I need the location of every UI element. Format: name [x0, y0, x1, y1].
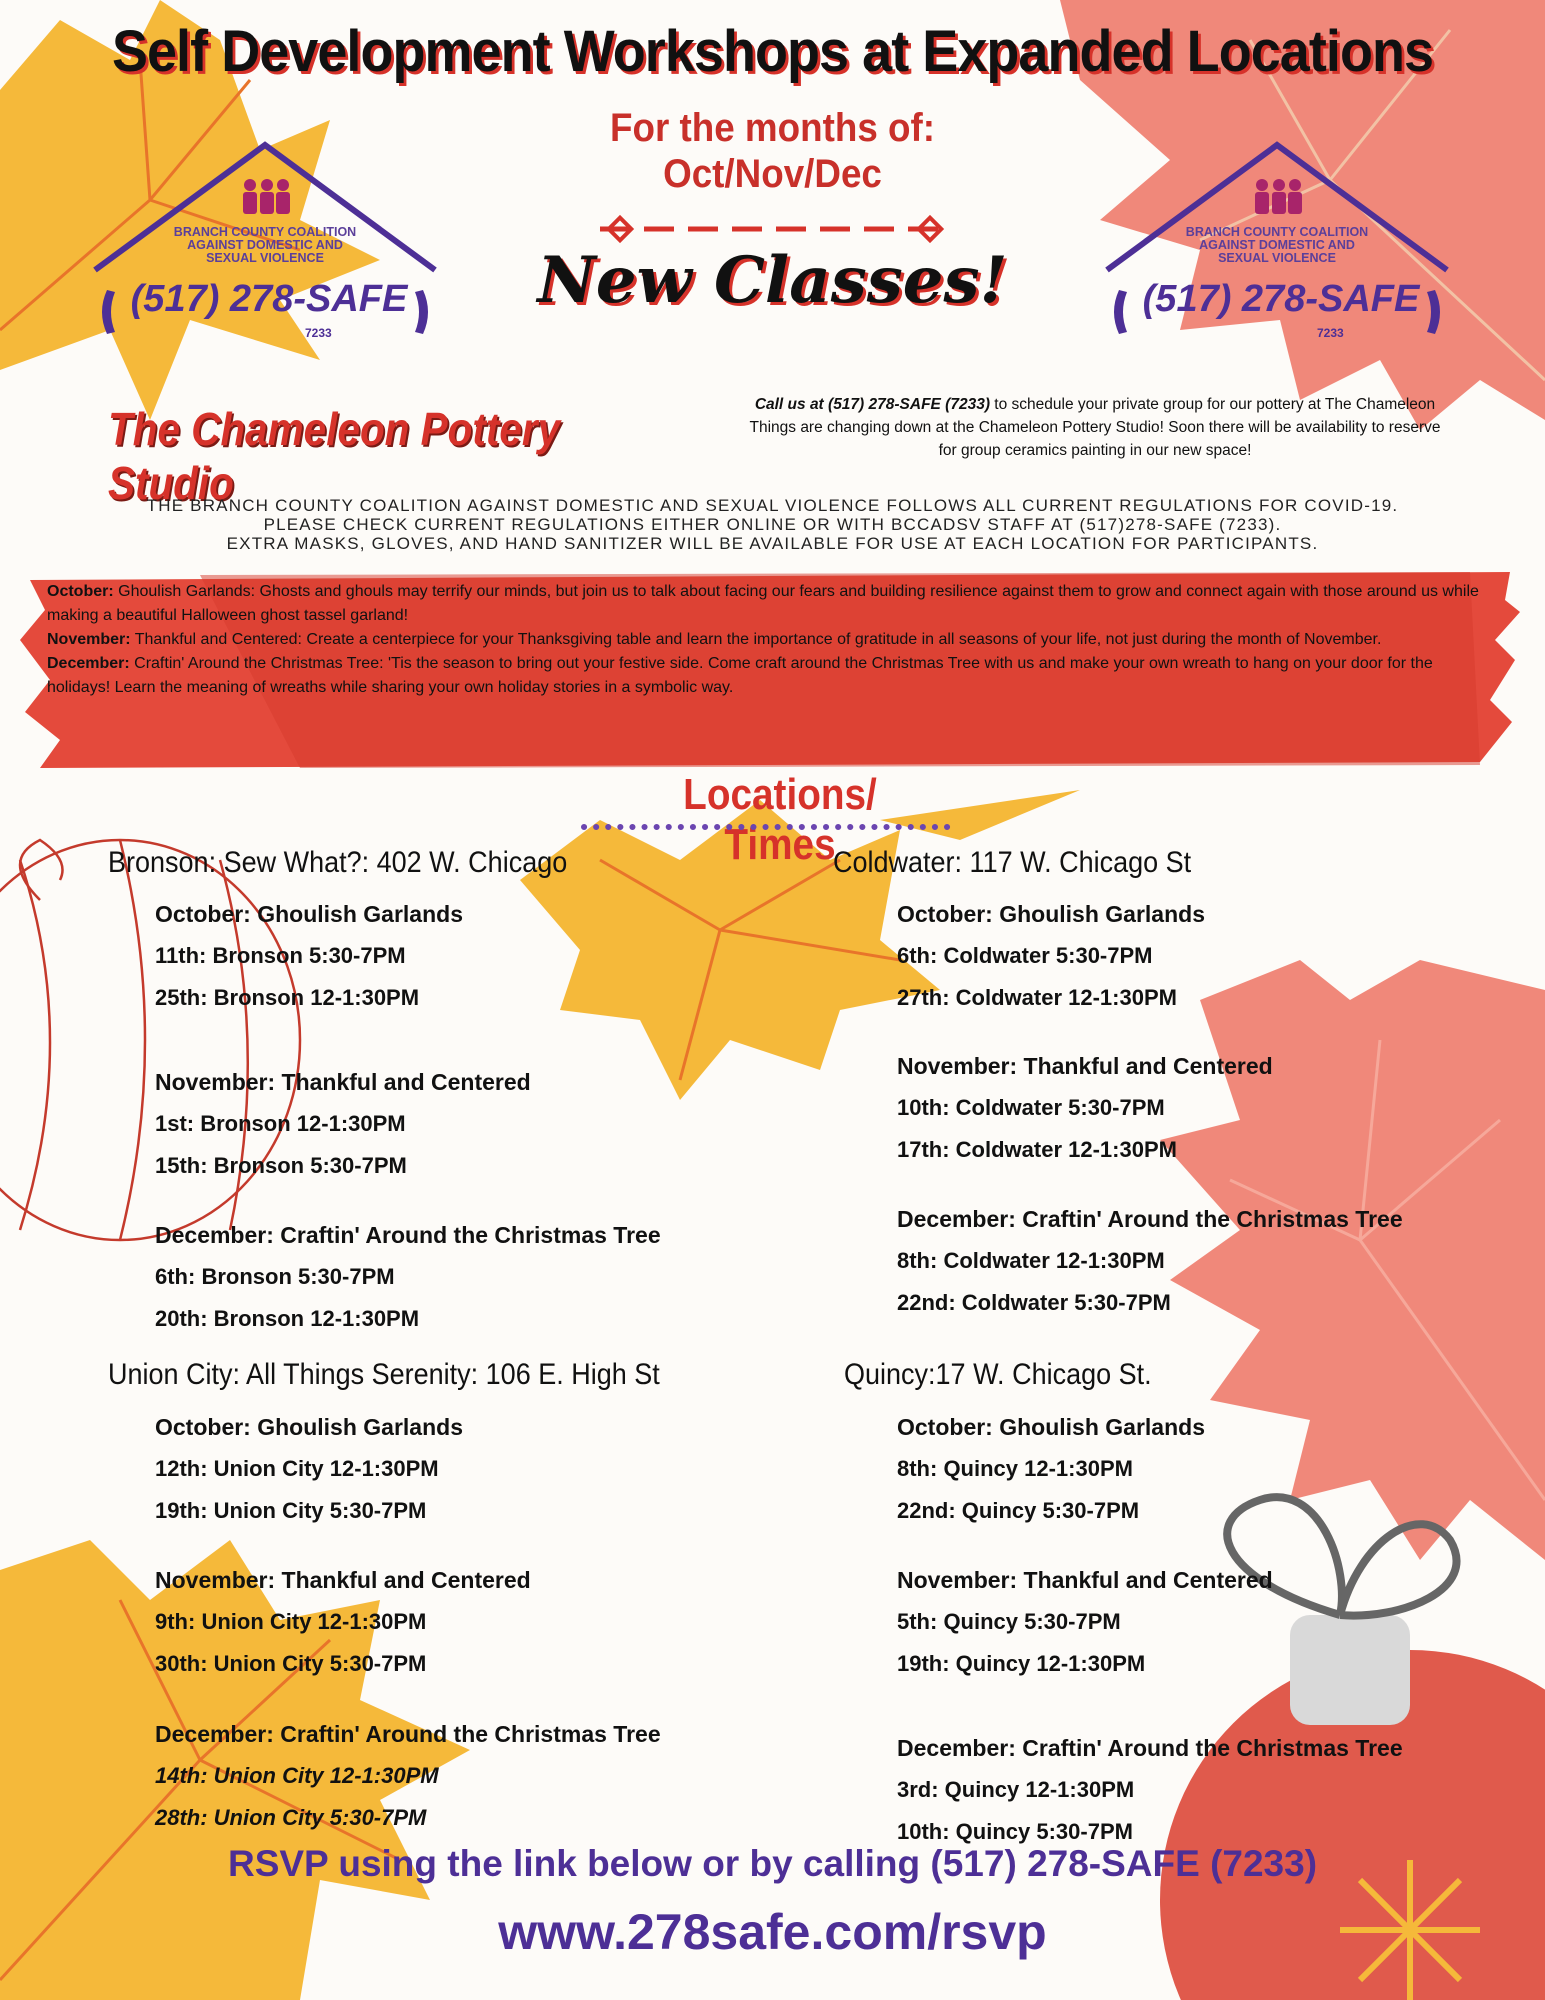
- coldwater-dec-session-1: 8th: Coldwater 12-1:30PM: [897, 1248, 1165, 1273]
- logo-org-name: BRANCH COUNTY COALITION AGAINST DOMESTIC AND SEXUAL VIOLENCE: [1185, 225, 1369, 265]
- union-nov-session-1: 9th: Union City 12-1:30PM: [155, 1609, 427, 1634]
- union-october-heading: October: Ghoulish Garlands: [155, 1414, 463, 1440]
- november-description: November: Thankful and Centered: Create a centerpiece for your Thanksgiving table and learn the importance of gratitude in all seasons of your life, not just during the month of November.: [47, 631, 1382, 648]
- quincy-dec-session-1: 3rd: Quincy 12-1:30PM: [897, 1777, 1135, 1802]
- bronson-november-heading: November: Thankful and Centered: [155, 1069, 531, 1095]
- coldwater-december-heading: December: Craftin' Around the Christmas Tree: [897, 1206, 1403, 1232]
- coldwater-oct-session-2: 27th: Coldwater 12-1:30PM: [897, 985, 1177, 1010]
- union-december-heading: December: Craftin' Around the Christmas Tree: [155, 1721, 661, 1747]
- rsvp-link[interactable]: www.278safe.com/rsvp: [498, 1904, 1047, 1960]
- quincy-december-heading: December: Craftin' Around the Christmas Tree: [897, 1735, 1403, 1761]
- location-quincy: Quincy:17 W. Chicago St.: [844, 1358, 1152, 1391]
- months-block: [540, 105, 1005, 197]
- locations-heading: Locations/ Times: [683, 770, 877, 869]
- logo-phone-digits: 7233: [1317, 326, 1344, 340]
- coldwater-november-heading: November: Thankful and Centered: [897, 1053, 1273, 1079]
- pottery-call-line: Call us at (517) 278-SAFE (7233): [754, 396, 990, 413]
- december-description: December: Craftin' Around the Christmas Tree: 'Tis the season to bring out your festive side. Come craft around the Christmas Tree with us and make your own wreath to hang on your door for the holidays! Learn the meaning of wreaths while sharing your own holiday stories in a symbolic way.: [47, 655, 1433, 696]
- dotted-divider: [580, 823, 960, 831]
- logo-phone-digits: 7233: [305, 326, 332, 340]
- logo-org-name: BRANCH COUNTY COALITION AGAINST DOMESTIC AND SEXUAL VIOLENCE: [173, 225, 357, 265]
- coalition-logo-left: [85, 140, 445, 370]
- pottery-studio-title: The Chameleon Pottery Studio: [108, 403, 561, 509]
- bronson-oct-session-1: 11th: Bronson 5:30-7PM: [155, 943, 406, 968]
- phone-handset-icon: [102, 290, 115, 334]
- coldwater-oct-session-1: 6th: Coldwater 5:30-7PM: [897, 943, 1153, 968]
- bronson-nov-session-2: 15th: Bronson 5:30-7PM: [155, 1153, 407, 1178]
- logo-phone: (517) 278-SAFE: [1142, 278, 1420, 320]
- phone-handset-icon: [1114, 290, 1127, 334]
- quincy-october-heading: October: Ghoulish Garlands: [897, 1414, 1205, 1440]
- covid-notice: THE BRANCH COUNTY COALITION AGAINST DOMESTIC AND SEXUAL VIOLENCE FOLLOWS ALL CURRENT REGULATIONS FOR COVID-19. PLEASE CHECK CURRENT REGULATIONS EITHER ONLINE OR WITH BCCADSV STAFF AT (517)278-SAFE (7233). EXTRA MASKS, GLOVES, AND HAND SANITIZER WILL BE AVAILABLE FOR USE AT EACH LOCATION FOR PARTICIPANTS.: [146, 496, 1399, 553]
- october-description: October: Ghoulish Garlands: Ghosts and ghouls may terrify our minds, but join us to talk about facing our fears and building resilience against them to grow and connect again with those around us while making a beautiful Halloween ghost tassel garland!: [47, 583, 1479, 624]
- coalition-logo-right: [1097, 140, 1457, 370]
- class-descriptions: [47, 580, 1497, 700]
- location-bronson: Bronson: Sew What?: 402 W. Chicago: [108, 846, 568, 879]
- coldwater-nov-session-1: 10th: Coldwater 5:30-7PM: [897, 1095, 1165, 1120]
- union-nov-session-2: 30th: Union City 5:30-7PM: [155, 1651, 427, 1676]
- union-dec-session-2: 28th: Union City 5:30-7PM: [155, 1805, 427, 1830]
- quincy-november-heading: November: Thankful and Centered: [897, 1567, 1273, 1593]
- location-coldwater: Coldwater: 117 W. Chicago St: [833, 846, 1192, 879]
- quincy-nov-session-2: 19th: Quincy 12-1:30PM: [897, 1651, 1146, 1676]
- union-oct-session-1: 12th: Union City 12-1:30PM: [155, 1456, 439, 1481]
- quincy-dec-session-2: 10th: Quincy 5:30-7PM: [897, 1819, 1133, 1844]
- pottery-note: Call us at (517) 278-SAFE (7233) to schedule your private group for our pottery at The Chameleon Things are changing down at the Chameleon Pottery Studio! Soon there will be availability to reserve for group ceramics painting in our new space!: [749, 396, 1441, 459]
- months-label: For the months of:: [609, 106, 936, 150]
- bronson-dec-session-2: 20th: Bronson 12-1:30PM: [155, 1306, 420, 1331]
- months-value: Oct/Nov/Dec: [663, 152, 882, 196]
- quincy-oct-session-2: 22nd: Quincy 5:30-7PM: [897, 1498, 1140, 1523]
- quincy-oct-session-1: 8th: Quincy 12-1:30PM: [897, 1456, 1133, 1481]
- location-union-city: Union City: All Things Serenity: 106 E. High St: [108, 1358, 660, 1391]
- bronson-nov-session-1: 1st: Bronson 12-1:30PM: [155, 1111, 406, 1136]
- bronson-dec-session-1: 6th: Bronson 5:30-7PM: [155, 1264, 395, 1289]
- union-oct-session-2: 19th: Union City 5:30-7PM: [155, 1498, 427, 1523]
- coldwater-dec-session-2: 22nd: Coldwater 5:30-7PM: [897, 1290, 1171, 1315]
- quincy-nov-session-1: 5th: Quincy 5:30-7PM: [897, 1609, 1121, 1634]
- union-november-heading: November: Thankful and Centered: [155, 1567, 531, 1593]
- bronson-oct-session-2: 25th: Bronson 12-1:30PM: [155, 985, 420, 1010]
- coldwater-nov-session-2: 17th: Coldwater 12-1:30PM: [897, 1137, 1177, 1162]
- new-classes-heading: New Classes!: [537, 243, 1008, 318]
- union-dec-session-1: 14th: Union City 12-1:30PM: [155, 1763, 439, 1788]
- bronson-october-heading: October: Ghoulish Garlands: [155, 901, 463, 927]
- page-title: Self Development Workshops at Expanded Locations: [111, 19, 1434, 84]
- logo-phone: (517) 278-SAFE: [130, 278, 408, 320]
- coldwater-october-heading: October: Ghoulish Garlands: [897, 901, 1205, 927]
- bronson-december-heading: December: Craftin' Around the Christmas Tree: [155, 1222, 661, 1248]
- rsvp-line: RSVP using the link below or by calling (517) 278-SAFE (7233): [227, 1843, 1318, 1884]
